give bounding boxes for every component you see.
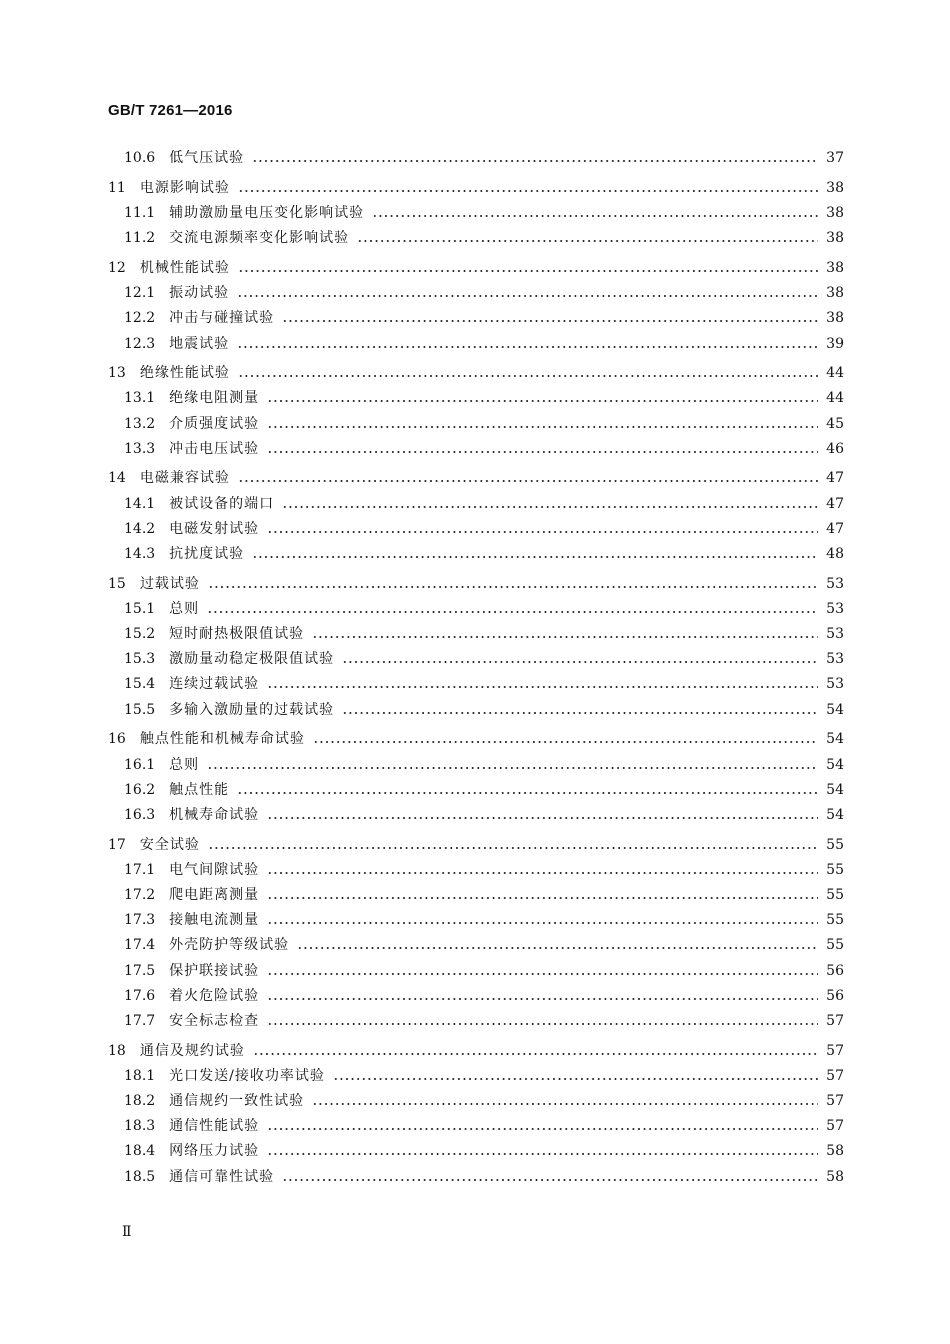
toc-entry-page: 55 bbox=[826, 912, 844, 929]
toc-entry[interactable] bbox=[108, 462, 844, 487]
toc-entry-number: 17.5 bbox=[124, 962, 156, 979]
toc-entry-number: 17.2 bbox=[124, 886, 156, 903]
dot-leader bbox=[237, 792, 818, 794]
toc-entry-title: 通信可靠性试验 bbox=[169, 1168, 275, 1185]
toc-entry[interactable] bbox=[108, 1110, 844, 1135]
toc-entry-page: 58 bbox=[826, 1143, 844, 1160]
toc-entry-title: 着火危险试验 bbox=[169, 987, 260, 1004]
toc-entry-title: 电源影响试验 bbox=[139, 179, 230, 196]
dot-leader bbox=[267, 1023, 818, 1025]
dot-leader bbox=[267, 998, 818, 1000]
toc-entry[interactable] bbox=[108, 538, 844, 563]
toc-entry-title: 通信性能试验 bbox=[169, 1118, 260, 1135]
toc-entry-number: 16.3 bbox=[124, 806, 156, 823]
toc-entry-title: 绝缘电阻测量 bbox=[169, 390, 260, 407]
table-of-contents bbox=[108, 142, 844, 1186]
toc-entry-page: 47 bbox=[826, 470, 844, 487]
toc-entry-title: 机械寿命试验 bbox=[169, 806, 260, 823]
toc-entry-number: 17.6 bbox=[124, 987, 156, 1004]
toc-entry[interactable] bbox=[108, 382, 844, 407]
dot-leader bbox=[267, 872, 818, 874]
toc-entry-page: 54 bbox=[826, 756, 844, 773]
toc-entry-title: 冲击电压试验 bbox=[169, 440, 260, 457]
toc-entry-page: 57 bbox=[826, 1067, 844, 1084]
toc-entry[interactable] bbox=[108, 1034, 844, 1059]
toc-entry-title: 多输入激励量的过载试验 bbox=[169, 701, 335, 718]
toc-entry-page: 38 bbox=[826, 179, 844, 196]
dot-leader bbox=[333, 1078, 818, 1080]
toc-entry-page: 38 bbox=[826, 205, 844, 222]
toc-entry-title: 短时耐热极限值试验 bbox=[169, 626, 305, 643]
toc-entry-number: 15.1 bbox=[124, 600, 156, 617]
toc-entry-page: 57 bbox=[826, 1118, 844, 1135]
toc-entry-number: 11 bbox=[108, 179, 126, 196]
toc-entry-title: 低气压试验 bbox=[169, 150, 245, 167]
toc-entry-title: 被试设备的端口 bbox=[169, 495, 275, 512]
toc-entry-page: 54 bbox=[826, 731, 844, 748]
toc-entry-number: 12 bbox=[108, 259, 126, 276]
toc-entry-number: 18.3 bbox=[124, 1118, 156, 1135]
dot-leader bbox=[267, 400, 818, 402]
toc-entry-title: 通信及规约试验 bbox=[139, 1042, 245, 1059]
toc-entry-number: 15.5 bbox=[124, 701, 156, 718]
dot-leader bbox=[282, 1179, 818, 1181]
dot-leader bbox=[357, 240, 818, 242]
toc-entry[interactable] bbox=[108, 487, 844, 512]
toc-entry-title: 地震试验 bbox=[169, 335, 230, 352]
toc-entry[interactable] bbox=[108, 693, 844, 718]
dot-leader bbox=[267, 922, 818, 924]
toc-entry[interactable] bbox=[108, 854, 844, 879]
toc-entry-title: 总则 bbox=[169, 756, 200, 773]
toc-entry-number: 16.2 bbox=[124, 781, 156, 798]
toc-entry[interactable] bbox=[108, 252, 844, 277]
toc-entry-page: 44 bbox=[826, 365, 844, 382]
toc-entry[interactable] bbox=[108, 277, 844, 302]
toc-entry-number: 17.3 bbox=[124, 912, 156, 929]
toc-entry-number: 16 bbox=[108, 731, 126, 748]
dot-leader bbox=[238, 190, 818, 192]
toc-entry-title: 光口发送/接收功率试验 bbox=[169, 1067, 325, 1084]
toc-entry-number: 15.3 bbox=[124, 651, 156, 668]
toc-entry-number: 12.1 bbox=[124, 285, 156, 302]
toc-entry-page: 57 bbox=[826, 1092, 844, 1109]
toc-entry[interactable] bbox=[108, 668, 844, 693]
dot-leader bbox=[267, 1128, 818, 1130]
toc-entry-title: 电磁兼容试验 bbox=[139, 470, 230, 487]
toc-entry-number: 18 bbox=[108, 1042, 126, 1059]
toc-entry-number: 18.4 bbox=[124, 1143, 156, 1160]
dot-leader bbox=[267, 686, 818, 688]
toc-entry-page: 45 bbox=[826, 415, 844, 432]
toc-entry-page: 58 bbox=[826, 1168, 844, 1185]
toc-entry-page: 55 bbox=[826, 861, 844, 878]
toc-entry-title: 连续过载试验 bbox=[169, 676, 260, 693]
toc-entry-number: 13.3 bbox=[124, 440, 156, 457]
toc-entry[interactable] bbox=[108, 929, 844, 954]
toc-entry[interactable] bbox=[108, 593, 844, 618]
dot-leader bbox=[207, 767, 818, 769]
toc-entry[interactable] bbox=[108, 142, 844, 167]
toc-entry-title: 机械性能试验 bbox=[139, 259, 230, 276]
dot-leader bbox=[208, 586, 818, 588]
dot-leader bbox=[313, 741, 818, 743]
toc-entry[interactable] bbox=[108, 513, 844, 538]
dot-leader bbox=[282, 506, 818, 508]
toc-entry-page: 55 bbox=[826, 886, 844, 903]
toc-entry[interactable] bbox=[108, 904, 844, 929]
toc-entry-title: 网络压力试验 bbox=[169, 1143, 260, 1160]
dot-leader bbox=[208, 847, 818, 849]
dot-leader bbox=[207, 611, 818, 613]
toc-entry[interactable] bbox=[108, 1005, 844, 1030]
dot-leader bbox=[238, 375, 818, 377]
toc-entry-number: 15 bbox=[108, 575, 126, 592]
toc-entry-title: 安全试验 bbox=[139, 836, 200, 853]
toc-entry[interactable] bbox=[108, 643, 844, 668]
toc-entry-page: 38 bbox=[826, 285, 844, 302]
toc-entry-title: 总则 bbox=[169, 600, 200, 617]
toc-entry-page: 54 bbox=[826, 781, 844, 798]
toc-entry-number: 10.6 bbox=[124, 150, 156, 167]
dot-leader bbox=[267, 426, 818, 428]
toc-entry-number: 11.2 bbox=[124, 230, 156, 247]
toc-entry-page: 57 bbox=[826, 1012, 844, 1029]
toc-entry-page: 55 bbox=[826, 836, 844, 853]
toc-entry[interactable] bbox=[108, 568, 844, 593]
toc-entry-title: 冲击与碰撞试验 bbox=[169, 310, 275, 327]
toc-entry[interactable] bbox=[108, 433, 844, 458]
dot-leader bbox=[237, 346, 818, 348]
toc-entry-title: 介质强度试验 bbox=[169, 415, 260, 432]
dot-leader bbox=[282, 320, 818, 322]
toc-entry-page: 57 bbox=[826, 1042, 844, 1059]
dot-leader bbox=[267, 897, 818, 899]
toc-entry[interactable] bbox=[108, 197, 844, 222]
toc-entry-number: 18.2 bbox=[124, 1092, 156, 1109]
dot-leader bbox=[267, 1153, 818, 1155]
toc-entry[interactable] bbox=[108, 774, 844, 799]
toc-entry-page: 48 bbox=[826, 546, 844, 562]
toc-entry-number: 13.1 bbox=[124, 390, 156, 407]
toc-entry-title: 通信规约一致性试验 bbox=[169, 1092, 305, 1109]
toc-entry-title: 爬电距离测量 bbox=[169, 886, 260, 903]
toc-entry-number: 13 bbox=[108, 365, 126, 382]
toc-entry[interactable] bbox=[108, 1135, 844, 1160]
dot-leader bbox=[252, 160, 818, 162]
toc-entry-title: 过载试验 bbox=[139, 575, 200, 592]
standard-code-header: GB/T 7261—2016 bbox=[108, 102, 233, 119]
toc-entry-page: 37 bbox=[826, 150, 844, 167]
toc-entry-title: 电气间隙试验 bbox=[169, 861, 260, 878]
toc-entry-title: 激励量动稳定极限值试验 bbox=[169, 651, 335, 668]
toc-entry-title: 触点性能 bbox=[169, 781, 230, 798]
toc-entry-title: 辅助激励量电压变化影响试验 bbox=[169, 205, 365, 222]
toc-entry-title: 交流电源频率变化影响试验 bbox=[169, 230, 350, 247]
dot-leader bbox=[372, 215, 818, 217]
toc-entry-number: 15.2 bbox=[124, 626, 156, 643]
toc-entry-number: 12.3 bbox=[124, 335, 156, 352]
toc-entry-page: 54 bbox=[826, 701, 844, 718]
toc-entry-page: 39 bbox=[826, 335, 844, 352]
toc-entry-number: 18.1 bbox=[124, 1067, 156, 1084]
toc-entry-number: 17.1 bbox=[124, 861, 156, 878]
toc-entry-title: 电磁发射试验 bbox=[169, 520, 260, 537]
toc-entry[interactable] bbox=[108, 748, 844, 773]
toc-entry-page: 46 bbox=[826, 440, 844, 457]
toc-entry[interactable] bbox=[108, 1060, 844, 1085]
toc-entry-title: 安全标志检查 bbox=[169, 1012, 260, 1029]
dot-leader bbox=[267, 451, 818, 453]
toc-entry-number: 11.1 bbox=[124, 205, 156, 222]
toc-entry-page: 54 bbox=[826, 806, 844, 823]
toc-entry-page: 44 bbox=[826, 390, 844, 407]
dot-leader bbox=[342, 661, 818, 663]
toc-entry[interactable] bbox=[108, 618, 844, 643]
toc-entry-page: 38 bbox=[826, 259, 844, 276]
toc-entry-page: 53 bbox=[826, 575, 844, 592]
toc-entry-title: 振动试验 bbox=[169, 285, 230, 302]
toc-entry-number: 15.4 bbox=[124, 676, 156, 693]
dot-leader bbox=[237, 295, 818, 297]
toc-entry[interactable] bbox=[108, 407, 844, 432]
toc-entry[interactable] bbox=[108, 799, 844, 824]
toc-entry-page: 56 bbox=[826, 987, 844, 1004]
toc-entry[interactable] bbox=[108, 879, 844, 904]
dot-leader bbox=[297, 947, 818, 949]
toc-entry-number: 14.3 bbox=[124, 546, 156, 562]
toc-entry[interactable] bbox=[108, 357, 844, 382]
toc-entry-page: 53 bbox=[826, 651, 844, 668]
toc-entry-title: 接触电流测量 bbox=[169, 912, 260, 929]
dot-leader bbox=[312, 636, 818, 638]
dot-leader bbox=[312, 1103, 818, 1105]
dot-leader bbox=[267, 817, 818, 819]
dot-leader bbox=[252, 556, 818, 558]
toc-entry-page: 53 bbox=[826, 600, 844, 617]
toc-entry-title: 触点性能和机械寿命试验 bbox=[139, 731, 305, 748]
toc-entry[interactable] bbox=[108, 828, 844, 853]
toc-entry-number: 14.2 bbox=[124, 520, 156, 537]
toc-entry-page: 53 bbox=[826, 626, 844, 643]
toc-entry-page: 38 bbox=[826, 230, 844, 247]
toc-entry-number: 17 bbox=[108, 836, 126, 853]
toc-entry-number: 18.5 bbox=[124, 1168, 156, 1185]
toc-entry[interactable] bbox=[108, 1160, 844, 1185]
dot-leader bbox=[267, 531, 818, 533]
toc-entry-number: 13.2 bbox=[124, 415, 156, 432]
toc-entry-page: 53 bbox=[826, 676, 844, 693]
dot-leader bbox=[267, 973, 818, 975]
toc-entry[interactable] bbox=[108, 302, 844, 327]
dot-leader bbox=[238, 270, 818, 272]
toc-entry[interactable] bbox=[108, 172, 844, 197]
toc-entry-title: 绝缘性能试验 bbox=[139, 365, 230, 382]
toc-entry[interactable] bbox=[108, 222, 844, 247]
toc-entry-page: 38 bbox=[826, 310, 844, 327]
toc-entry-page: 55 bbox=[826, 937, 844, 954]
toc-entry-page: 47 bbox=[826, 495, 844, 512]
toc-entry-title: 外壳防护等级试验 bbox=[169, 937, 290, 954]
toc-entry[interactable] bbox=[108, 980, 844, 1005]
toc-entry-page: 56 bbox=[826, 962, 844, 979]
dot-leader bbox=[342, 712, 818, 714]
toc-entry-page: 47 bbox=[826, 520, 844, 537]
toc-entry-number: 16.1 bbox=[124, 756, 156, 773]
toc-entry-number: 14 bbox=[108, 470, 126, 487]
toc-entry[interactable] bbox=[108, 1085, 844, 1110]
toc-entry-number: 12.2 bbox=[124, 310, 156, 327]
toc-entry-number: 14.1 bbox=[124, 495, 156, 512]
dot-leader bbox=[253, 1053, 818, 1055]
page-number-footer: Ⅱ bbox=[122, 1224, 132, 1240]
toc-entry-number: 17.7 bbox=[124, 1012, 156, 1029]
toc-entry-title: 抗扰度试验 bbox=[169, 546, 245, 562]
toc-entry[interactable] bbox=[108, 723, 844, 748]
toc-entry-title: 保护联接试验 bbox=[169, 962, 260, 979]
dot-leader bbox=[238, 480, 818, 482]
toc-entry[interactable] bbox=[108, 327, 844, 352]
toc-entry-number: 17.4 bbox=[124, 937, 156, 954]
toc-entry[interactable] bbox=[108, 954, 844, 979]
